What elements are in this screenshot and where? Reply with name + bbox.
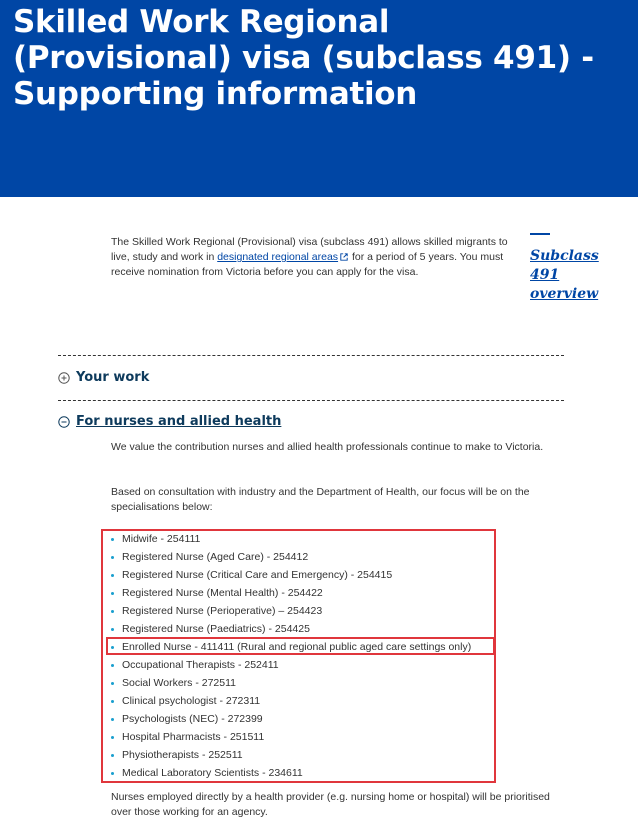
specialisations-list: [111, 530, 501, 782]
intro-text-before: The Skilled Work Regional (Provisional) visa (subclass 491) allows skilled migrants to live, study and work in: [111, 236, 508, 263]
list-item: Occupational Therapists - 252411: [111, 656, 501, 674]
page-hero: [0, 0, 638, 197]
list-item: Midwife - 254111: [111, 530, 501, 548]
designated-regional-areas-link[interactable]: designated regional areas: [217, 251, 339, 263]
list-item: Clinical psychologist - 272311: [111, 692, 501, 710]
section-divider: [58, 400, 564, 401]
nurses-intro-paragraph: We value the contribution nurses and allied health professionals continue to make to Victoria.: [111, 441, 544, 453]
side-nav-accent-bar: [530, 233, 550, 235]
list-item: Physiotherapists - 252511: [111, 746, 501, 764]
intro-text-after: for a period of 5 years. You must receive nomination from Victoria before you can apply for the visa.: [111, 251, 504, 278]
list-item: Enrolled Nurse - 411411 (Rural and regional public aged care settings only): [111, 638, 501, 656]
list-item: Medical Laboratory Scientists - 234611: [111, 764, 501, 782]
list-item: Psychologists (NEC) - 272399: [111, 710, 501, 728]
list-item: Registered Nurse (Paediatrics) - 254425: [111, 620, 501, 638]
nurses-focus-paragraph: Based on consultation with industry and the Department of Health, our focus will be on the specialisations below:: [111, 486, 530, 513]
accordion-nurses-allied-health[interactable]: [58, 413, 281, 431]
accordion-your-work[interactable]: [58, 369, 149, 387]
annotation-box-enrolled-nurse: [106, 637, 495, 655]
accordion-nurses-label: For nurses and allied health: [76, 414, 282, 429]
list-item: Registered Nurse (Mental Health) - 254422: [111, 584, 501, 602]
page-title: Skilled Work Regional (Provisional) visa (subclass 491) - Supporting information: [13, 4, 594, 112]
nurses-priority-paragraph: Nurses employed directly by a health provider (e.g. nursing home or hospital) will be prioritised over those working for an agency.: [111, 791, 550, 818]
list-item: Registered Nurse (Critical Care and Emergency) - 254415: [111, 566, 501, 584]
list-item: Hospital Pharmacists - 251511: [111, 728, 501, 746]
section-divider: [58, 355, 564, 356]
list-item: Social Workers - 272511: [111, 674, 501, 692]
accordion-your-work-label: Your work: [76, 370, 150, 385]
list-item: Registered Nurse (Perioperative) – 254423: [111, 602, 501, 620]
list-item: Registered Nurse (Aged Care) - 254412: [111, 548, 501, 566]
intro-paragraph: [111, 235, 511, 280]
subclass-491-overview-link[interactable]: Subclass 491 overview: [530, 248, 599, 302]
plus-circle-icon: [58, 372, 70, 384]
minus-circle-icon: [58, 416, 70, 428]
external-link-icon: [340, 253, 348, 261]
